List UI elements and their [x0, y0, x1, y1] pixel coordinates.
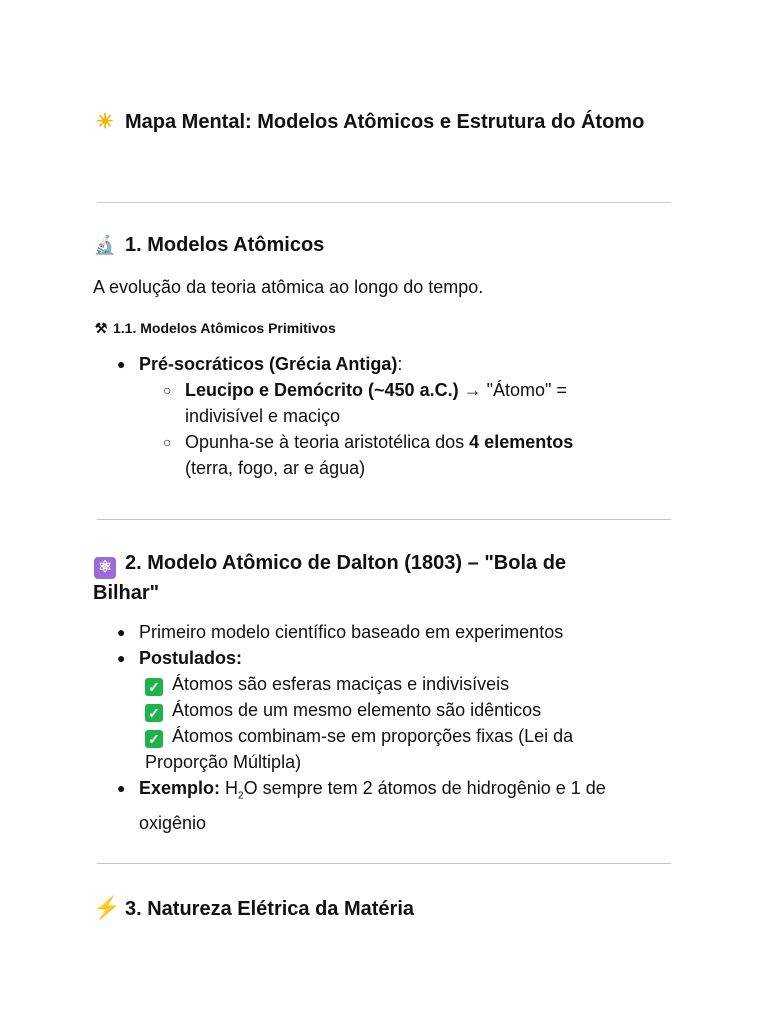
check-icon: ✓ [145, 704, 163, 722]
circle-bullet-icon: ○ [163, 434, 172, 450]
dalton-list [117, 619, 679, 836]
circle-bullet-icon: ○ [163, 382, 172, 398]
section1-heading: 1. Modelos Atômicos [125, 234, 325, 256]
item-text: H [220, 778, 239, 798]
bullet-icon: ● [117, 356, 126, 372]
item-text: Primeiro modelo científico baseado em experimentos [139, 622, 564, 642]
item-text: Proporção Múltipla) [145, 752, 302, 772]
sun-icon: ☀ [96, 111, 114, 133]
tools-icon: ⚒ [94, 320, 108, 336]
divider [97, 202, 671, 203]
page-title [93, 108, 653, 136]
item-text: indivisível e maciço [185, 406, 341, 426]
bullet-icon: ● [117, 624, 126, 640]
item-bold: Exemplo: [139, 778, 221, 798]
section-heading-dalton [93, 549, 673, 607]
subsection-heading-text: 1.1. Modelos Atômicos Primitivos [113, 320, 336, 336]
list-item [117, 775, 679, 836]
item-bold: 4 elementos [469, 432, 574, 452]
section2-heading-line1: 2. Modelo Atômico de Dalton (1803) – "Bola de [125, 552, 567, 574]
section2-heading-line2: Bilhar" [93, 582, 160, 604]
list-item [139, 697, 679, 723]
microscope-icon: 🔬 [93, 235, 117, 255]
section-heading-natureza-eletrica [93, 894, 673, 923]
list-item [139, 723, 679, 775]
atom-icon: ⚛ [93, 549, 117, 579]
item-text: Átomos combinam-se em proporções fixas (Lei da [172, 726, 574, 746]
bullet-icon: ● [117, 650, 126, 666]
check-icon: ✓ [145, 678, 163, 696]
subscript: 2 [238, 790, 244, 802]
item-text: → "Átomo" = [458, 380, 567, 400]
presocraticos-sublist [163, 377, 665, 481]
page-title-text: Mapa Mental: Modelos Atômicos e Estrutura do Átomo [125, 111, 645, 133]
list-item [163, 377, 665, 429]
list-item [139, 671, 679, 697]
item-bold: Postulados: [139, 648, 243, 668]
section-heading-modelos-atomicos [93, 231, 673, 259]
list-item [117, 645, 679, 671]
divider [97, 863, 671, 864]
item-text: O sempre tem 2 átomos de hidrogênio e 1 de [243, 778, 606, 798]
item-bold: Pré-socráticos (Grécia Antiga) [139, 354, 398, 374]
divider [97, 519, 671, 520]
item-text: Átomos de um mesmo elemento são idênticos [172, 700, 542, 720]
item-text: (terra, fogo, ar e água) [185, 458, 366, 478]
section1-intro: A evolução da teoria atômica ao longo do tempo. [93, 277, 484, 297]
primitivos-list [117, 351, 679, 377]
lightning-icon: ⚡ [93, 895, 121, 920]
list-item [117, 351, 679, 377]
item-text: Átomos são esferas maciças e indivisíveis [172, 674, 510, 694]
bullet-icon: ● [117, 780, 126, 796]
item-text: oxigênio [139, 812, 207, 833]
subsection-heading-primitivos [93, 318, 336, 338]
list-item [163, 429, 665, 481]
check-icon: ✓ [145, 730, 163, 748]
item-bold: Leucipo e Demócrito (~450 a.C.) [185, 380, 459, 400]
item-text: : [397, 354, 403, 374]
section3-heading: 3. Natureza Elétrica da Matéria [125, 898, 415, 920]
item-text: Opunha-se à teoria aristotélica dos [185, 432, 470, 452]
list-item [117, 619, 679, 645]
